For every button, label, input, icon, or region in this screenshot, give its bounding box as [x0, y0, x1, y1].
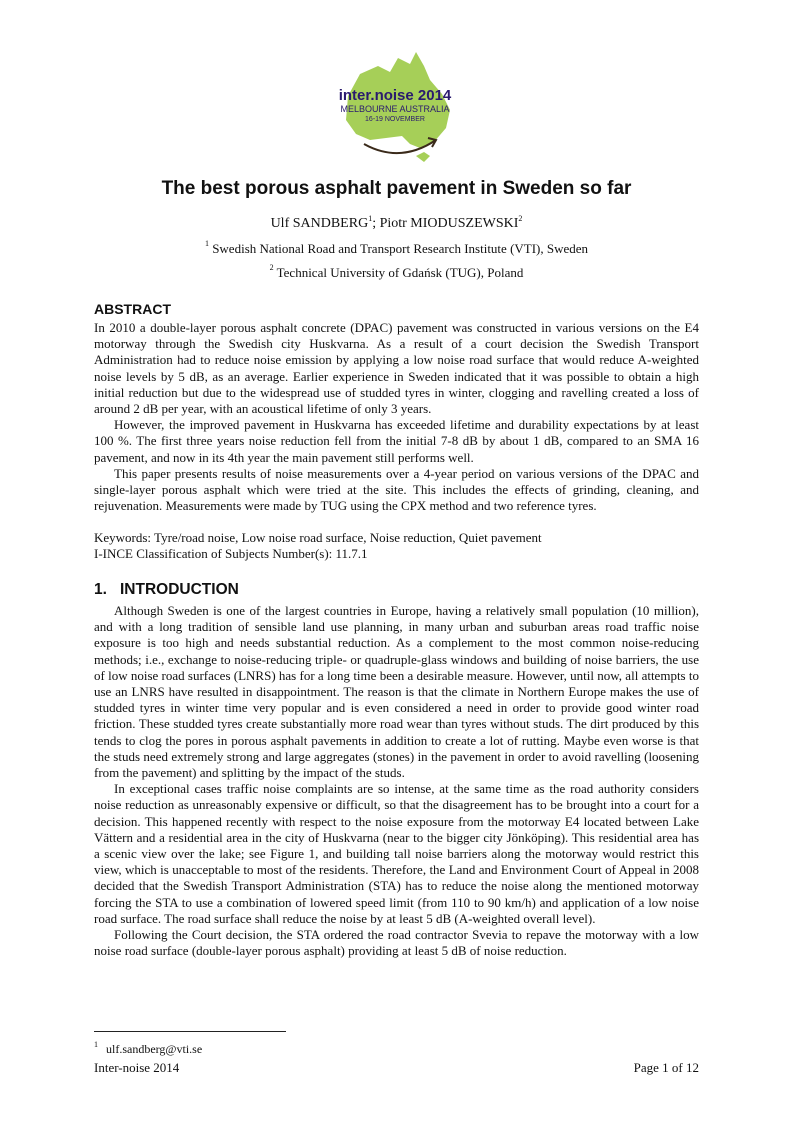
- abstract-paragraph: This paper presents results of noise measurements over a 4-year period on various versions of the DPAC and single-layer porous asphalt which were tried at the site. This includes the effects of grinding, cleaning, and rejuvenation. Measurements were made by TUG using the CPX method and two reference tyres.: [94, 465, 699, 514]
- footnote-mark: 1: [94, 1040, 98, 1049]
- author-separator: ;: [372, 216, 380, 231]
- affiliation-text: Swedish National Road and Transport Research Institute (VTI), Sweden: [212, 241, 589, 256]
- footnote-rule: [94, 1031, 286, 1032]
- paper-title: The best porous asphalt pavement in Sweden so far: [161, 178, 632, 199]
- abstract-paragraph: In 2010 a double-layer porous asphalt concrete (DPAC) pavement was constructed in various versions on the E4 motorway through the Swedish city Huskvarna. As a result of a court decision the Swedish Transport Administration had to reduce noise emission by applying a low noise road surface that would reduce A-weighted noise levels by 5 dB, as an average. Earlier experience in Sweden indicated that it was possible to obtain a high initial reduction but due to the widespread use of studded tyres in winter, clogging and ravelling created a loss of around 2 dB per year, with an acoustical lifetime of only 3 years.: [94, 320, 699, 417]
- abstract-heading: ABSTRACT: [94, 301, 171, 317]
- footer-page-number: Page 1 of 12: [633, 1060, 699, 1075]
- classification: I-INCE Classification of Subjects Number(s): 11.7.1: [94, 546, 368, 562]
- keywords-block: [94, 530, 699, 562]
- section-title: INTRODUCTION: [120, 581, 239, 598]
- introduction-body: [94, 603, 699, 959]
- body-paragraph: Although Sweden is one of the largest countries in Europe, having a relatively small population (10 million), and with a long tradition of sensible land use planning, in many urban and suburban areas road traffic noise exposure is too high and needs substantial reduction. As a complement to the most common noise-reducing methods; i.e., exchange to noise-reducing triple- or quadruple-glass windows and building of noise barriers, the use of low noise road surfaces (LNRS) has for a long time been a desirable measure. However, until now, all attempts to use an LNRS have resulted in disappointment. The reason is that the climate in Northern Europe makes the use of studded tyres in winter time very popular and is even considered a need in order to provide good winter road friction. These studded tyres create substantially more road wear than tyres without studs. The dirt produced by this tends to clog the pores in porous asphalt pavements in addition to create a lot of rutting. Maybe even worse is that the studs need extremely strong and large aggregates (stones) in the pavement in order to avoid ravelling (loosening from the pavement) and splitting by the impact of the studs.: [94, 603, 699, 781]
- section-number: 1.: [94, 581, 107, 598]
- author-line: [0, 216, 793, 232]
- author-2-mark: 2: [518, 214, 523, 223]
- abstract-body: [94, 320, 699, 514]
- keywords: Keywords: Tyre/road noise, Low noise road surface, Noise reduction, Quiet pavement: [94, 530, 542, 545]
- footnote-email[interactable]: ulf.sandberg@vti.se: [106, 1042, 203, 1056]
- affiliation-1: [0, 241, 793, 257]
- conference-logo: [320, 44, 470, 172]
- affiliation-mark: 2: [269, 263, 274, 272]
- affiliation-text: Technical University of Gdańsk (TUG), Poland: [276, 265, 524, 280]
- logo-location: MELBOURNE AUSTRALIA: [340, 104, 450, 114]
- logo-dates: 16-19 NOVEMBER: [365, 116, 425, 123]
- author-2: Piotr MIODUSZEWSKI: [379, 216, 519, 231]
- author-1-mark: 1: [368, 214, 373, 223]
- author-1: Ulf SANDBERG: [270, 216, 369, 231]
- body-paragraph: Following the Court decision, the STA ordered the road contractor Svevia to repave the motorway with a low noise road surface (double-layer porous asphalt) providing at least 5 dB of noise reduction.: [94, 927, 699, 959]
- footer-conference: Inter-noise 2014: [94, 1060, 180, 1075]
- abstract-paragraph: However, the improved pavement in Huskvarna has exceeded lifetime and durability expectations by at least 100 %. The first three years noise reduction fell from the initial 7-8 dB by about 1 dB, compared to an SMA 16 pavement, and now in its 4th year the main pavement still performs well.: [94, 417, 699, 465]
- affiliation-mark: 1: [204, 239, 209, 248]
- affiliation-2: [0, 265, 793, 281]
- body-paragraph: In exceptional cases traffic noise complaints are so intense, at the same time as the road authority considers noise reduction as unreasonably expensive or difficult, so that the disagreement has to be brought into a court for a decision. This happened recently with respect to the noise exposure from the motorway E4 located between Lake Vättern and a residential area in the city of Huskvarna (near to the bigger city Jönköping). This residential area has a scenic view over the lake; see Figure 1, and building tall noise barriers along the motorway would restrict this view, which is unacceptable to most of the residents. Therefore, the Land and Environment Court of Appeal in 2008 decided that the Swedish Transport Administration (STA) has to reduce the noise along the mentioned motorway forcing the STA to use a combination of lowered speed limit (from 110 to 90 km/h) and application of a low noise road surface. The road surface shall reduce the noise by at least 5 dB (A-weighted overall level).: [94, 781, 699, 926]
- logo-title: inter.noise 2014: [338, 87, 452, 104]
- footnote: [94, 1042, 202, 1057]
- section-heading-introduction: [94, 581, 239, 599]
